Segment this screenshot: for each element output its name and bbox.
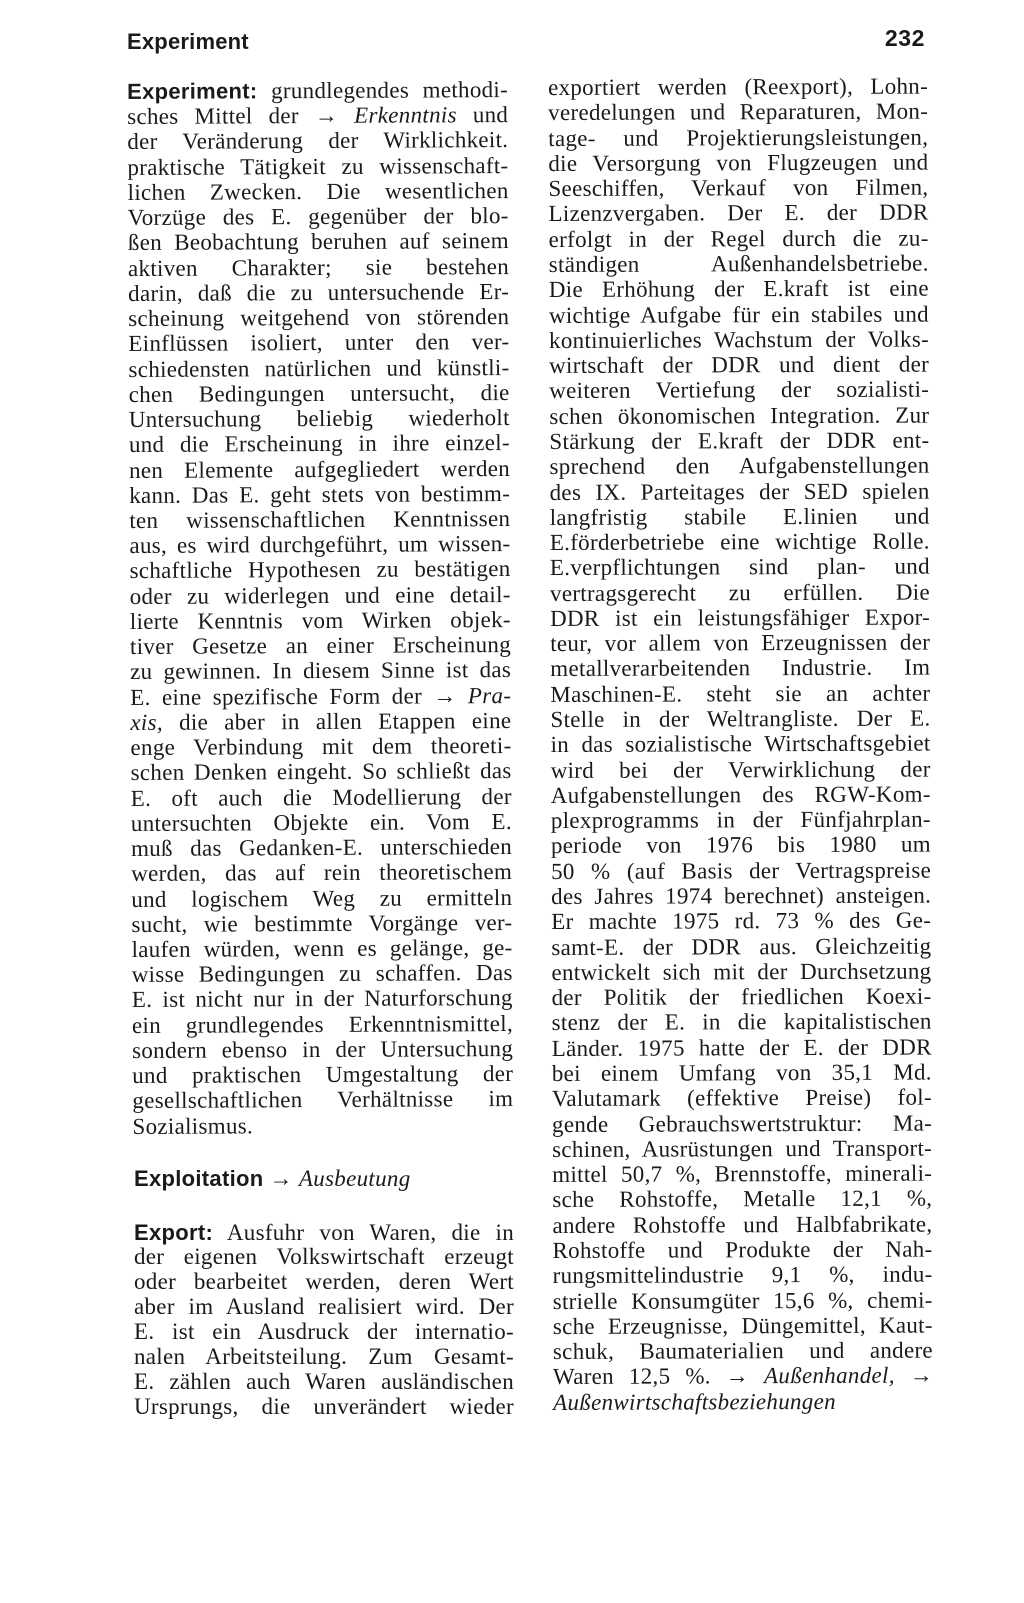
text-line: sprechend den Aufgabenstellungen [549,453,930,480]
text-line: 50 % (auf Basis der Vertragspreise [551,857,932,885]
text-line: mittel 50,7 %, Brennstoffe, minerali- [552,1161,933,1188]
text-line: tiver Gesetze an einer Erscheinung [129,632,512,660]
text-line: Valutamark (effektive Preise) fol- [551,1085,932,1112]
text-segment: → [894,1363,934,1389]
text-line [134,1166,514,1191]
text-line: Sozialismus. [132,1113,254,1139]
text-line: wisse Bedingungen zu schaffen. Das [131,960,513,988]
text-line: scheinung weitgehend von störenden [128,304,510,332]
text-line [134,1221,514,1246]
text-line: Stärkung der E.kraft der DDR ent- [549,427,930,455]
text-line: Einflüssen isoliert, unter den ver- [128,329,510,357]
text-line: des Jahres 1974 berechnet) ansteigen. [551,882,932,910]
text-line: der eigenen Volkswirtschaft erzeugt [134,1244,514,1270]
text-line: gende Gebrauchswertstruktur: Ma- [551,1110,933,1137]
text-line: lierte Kenntnis vom Wirken objek- [129,607,511,635]
text-line: samt-E. der DDR aus. Gleichzeitig [551,933,932,960]
text-line: schen ökonomischen Integration. Zur [549,402,930,430]
text-line: wichtige Aufgabe für ein stabiles und [548,301,929,328]
text-line: strielle Konsumgüter 15,6 %, chemi- [552,1287,933,1314]
text-line: kann. Das E. geht stets von bestimm- [129,481,511,509]
text-line: Ursprungs, die unverändert wieder [134,1393,514,1419]
text-line: der Politik der friedlichen Koexi- [551,984,932,1011]
text-segment: Ausfuhr von Waren, die in [213,1219,514,1245]
text-line: muß das Gedanken-E. unterschieden [130,834,513,862]
text-line: Stelle in der Weltrangliste. Der E. [550,705,931,733]
cross-reference: Pra- [467,683,512,709]
text-line: kontinuierliches Wachstum der Volks- [548,326,930,354]
text-line: gesellschaftlichen Verhältnisse im [132,1086,514,1114]
text-line: schen Denken eingeht. So schließt das [130,758,512,786]
text-line: teur, vor allem von Erzeugnissen der [550,630,931,657]
page-number: 232 [884,25,925,51]
cross-reference: Erkenntnis [354,102,457,129]
text-line: aus, es wird durchgeführt, um wissen- [129,531,511,559]
text-line: Untersuchung beliebig wiederholt [128,405,510,433]
text-line: veredelungen und Reparaturen, Mon- [548,99,929,126]
text-line: vertragsgerecht zu erfüllen. Die [549,579,931,607]
text-line: DDR ist ein leistungsfähiger Expor- [550,604,931,632]
cross-reference: Ausbeutung [298,1166,411,1192]
text-segment: grundlegendes methodi- [257,77,509,104]
text-line: periode von 1976 bis 1980 um [550,832,932,859]
text-line: untersuchten Objekte ein. Vom E. [130,809,512,837]
text-line: aber im Ausland realisiert wird. Der [134,1294,514,1320]
text-line: E. ist ein Ausdruck der internatio- [134,1319,514,1345]
text-line: die Versorgung von Flugzeugen und [548,149,929,177]
text-line: bei einem Umfang von 35,1 Md. [551,1059,932,1087]
text-line: Die Erhöhung der E.kraft ist eine [548,276,929,303]
cross-reference: Außenhandel, [763,1363,895,1389]
text-line: plexprogramms in der Fünfjahrplan- [550,807,931,834]
entry-headword: Experiment: [127,78,258,105]
text-line: schuk, Baumaterialien und andere [552,1337,933,1365]
text-line: und die Erscheinung in ihre einzel- [128,430,510,458]
entry-export-continued [548,74,933,1415]
text-line: des IX. Parteitages der SED spielen [549,478,930,505]
text-line: langfristig stabile E.linien und [549,503,930,531]
text-line: E. ist nicht nur in der Naturforschung [131,985,513,1013]
text-line: schinen, Ausrüstungen und Transport- [552,1135,933,1163]
text-line: und logischem Weg zu ermitteln [131,884,513,912]
text-line: andere Rohstoffe und Halbfabrikate, [552,1211,933,1239]
text-segment: die aber in allen Etappen eine [162,708,512,736]
text-line: oder zu widerlegen und eine detail- [129,582,511,610]
text-line: darin, daß die zu untersuchende Er- [128,279,510,307]
text-line: exportiert werden (Reexport), Lohn- [548,73,929,101]
entry-headword: Exploitation [134,1166,264,1192]
text-line: wirtschaft der DDR und dient der [549,352,930,379]
entry-exploitation [134,1166,514,1191]
text-line: Aufgabenstellungen des RGW-Kom- [550,781,931,809]
text-line: sche Rohstoffe, Metalle 12,1 %, [552,1186,933,1213]
text-line: erfolgt in der Regel durch die zu- [548,225,929,253]
text-line: Er machte 1975 rd. 73 % des Ge- [551,908,932,935]
text-line: zu gewinnen. In diesem Sinne ist das [130,657,512,685]
entry-headword: Export: [134,1219,214,1245]
entry-export [134,1221,514,1420]
text-segment: und [456,102,509,128]
text-segment: E. eine spezifische Form der → [130,683,468,711]
text-segment: sches Mittel der → [127,103,355,130]
text-line: praktische Tätigkeit zu wissenschaft- [127,153,509,181]
text-line: entwickelt sich mit der Durchsetzung [551,958,932,986]
text-line: chen Bedingungen untersucht, die [128,380,510,408]
text-line: oder bearbeitet werden, deren Wert [134,1269,514,1295]
text-line: und praktischen Umgestaltung der [132,1061,514,1089]
text-line: aktiven Charakter; sie bestehen [127,254,510,282]
text-line: Vorzüge des E. gegenüber der blo- [127,203,509,231]
running-head: Experiment [127,29,249,54]
entry-experiment [127,77,514,1139]
text-line: nen Elemente aufgegliedert werden [128,455,511,483]
text-line: stenz der E. in die kapitalistischen [551,1009,932,1036]
text-line: ten wissenschaftlichen Kenntnissen [129,506,511,534]
text-line: schaftliche Hypothesen zu bestätigen [129,556,511,584]
text-line: ein grundlegendes Erkenntnismittel, [131,1011,514,1039]
text-line [130,708,511,735]
text-line: sche Erzeugnisse, Düngemittel, Kaut- [552,1312,933,1340]
text-line: wird bei der Verwirklichung der [550,756,931,783]
cross-reference: xis, [130,710,163,736]
text-line: lichen Zwecken. Die wesentlichen [127,178,509,206]
text-line: sondern ebenso in der Untersuchung [132,1036,514,1064]
text-line: metallverarbeitenden Industrie. Im [550,655,931,682]
text-line: enge Verbindung mit dem theoreti- [130,733,512,761]
text-line: E.förderbetriebe eine wichtige Rolle. [549,528,930,556]
text-line [130,683,511,710]
cross-reference: Außenwirtschaftsbeziehungen [553,1388,836,1416]
text-line [127,77,508,104]
text-line: E. zählen auch Waren ausländischen [134,1368,514,1394]
text-line [127,103,508,130]
text-line: weiteren Vertiefung der sozialisti- [549,377,930,404]
text-line: rungsmittelindustrie 9,1 %, indu- [552,1262,933,1289]
text-line [553,1363,933,1390]
text-line: sucht, wie bestimmte Vorgänge ver- [131,910,513,938]
text-line: Rohstoffe und Produkte der Nah- [552,1236,933,1264]
text-segment: → [263,1166,299,1192]
text-line: ßen Beobachtung beruhen auf seinem [127,228,509,256]
text-line: E. oft auch die Modellierung der [130,783,512,811]
text-line: E.verpflichtungen sind plan- und [549,554,930,581]
text-line: Länder. 1975 hatte der E. der DDR [551,1034,932,1062]
text-line: werden, das auf rein theoretischem [131,859,513,887]
text-line: schiedensten natürlichen und künstli- [128,354,510,382]
text-line: in das sozialistische Wirtschaftsgebiet [550,731,931,758]
text-line: tage- und Projektierungsleistungen, [548,124,929,151]
text-segment: Waren 12,5 %. → [552,1363,765,1390]
text-line: nalen Arbeitsteilung. Zum Gesamt- [134,1343,514,1369]
text-line [553,1389,933,1416]
text-line: laufen würden, wenn es gelänge, ge- [131,935,513,963]
text-line: der Veränderung der Wirklichkeit. [127,127,509,155]
text-line: Maschinen-E. steht sie an achter [550,680,931,708]
text-line: Seeschiffen, Verkauf von Filmen, [548,175,929,202]
text-line: Lizenzvergaben. Der E. der DDR [548,200,929,227]
text-line: ständigen Außenhandelsbetriebe. [548,250,929,278]
